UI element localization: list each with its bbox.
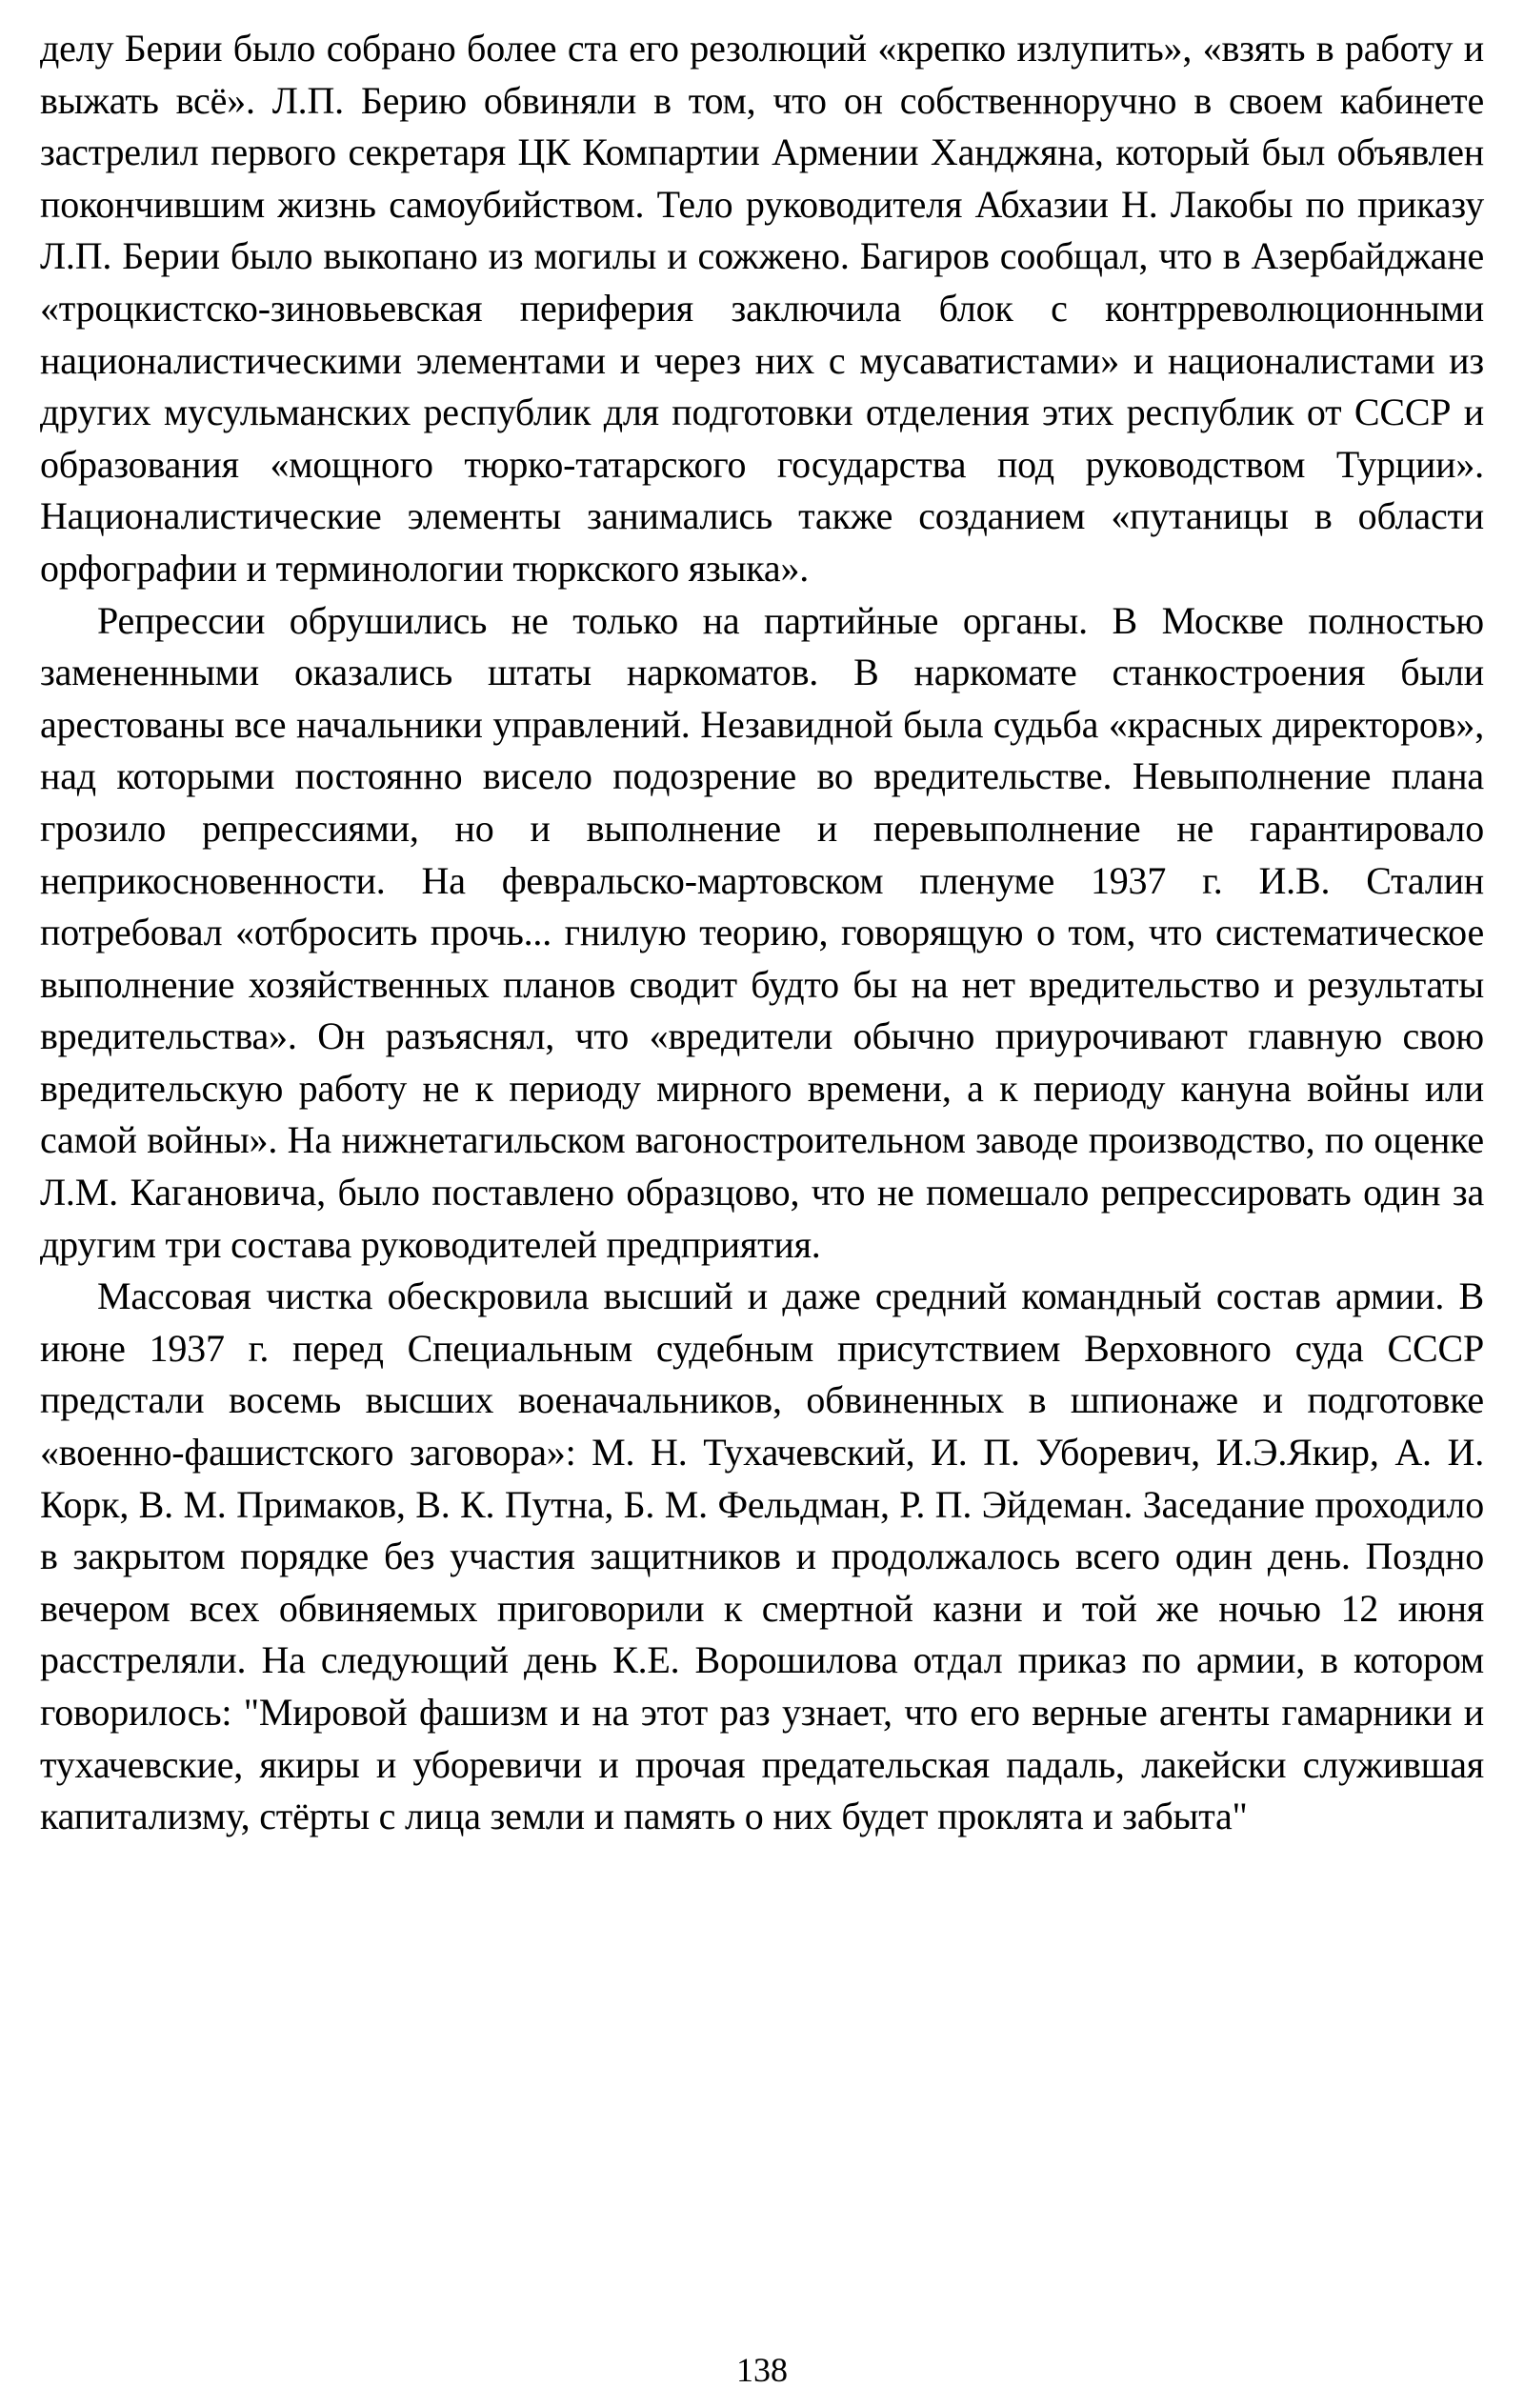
paragraph-2: Репрессии обрушились не только на партийные органы. В Москве полностью замененными оказались штаты наркоматов. В наркомате станкостроения были арестованы все начальники управлений. Незавидной была судьба «красных директоров», над которыми постоянно висело подозрение во вредительстве. Невыполнение плана грозило репрессиями, но и выполнение и перевыполнение не гарантировало неприкосновенности. На февральско-мартовском пленуме 1937 г. И.В. Сталин потребовал «отбросить прочь... гнилую теорию, говорящую о том, что систематическое выполнение хозяйственных планов сводит будто бы на нет вредительство и результаты вредительства». Он разъяснял, что «вредители обычно приурочивают главную свою вредительскую работу не к периоду мирного времени, а к периоду кануна войны или самой войны». На нижнетагильском вагоностроительном заводе производство, по оценке Л.М. Кагановича, было поставлено образцово, что не помешало репрессировать один за другим три состава руководителей предприятия. (40, 598, 1484, 1266)
paragraph-3: Массовая чистка обескровила высший и даже средний командный состав армии. В июне 1937 г. перед Специальным судебным присутствием Верховного суда СССР предстали восемь высших военачальников, обвиненных в шпионаже и подготовке «военно-фашистского заговора»: М. Н. Тухачевский, И. П. Уборевич, И.Э.Якир, А. И. Корк, В. М. Примаков, В. К. Путна, Б. М. Фельдман, Р. П. Эйдеман. Заседание проходило в закрытом порядке без участия защитников и продолжалось всего один день. Поздно вечером всех обвиняемых приговорили к смертной казни и той же ночью 12 июня расстреляли. На следующий день К.Е. Ворошилова отдал приказ по армии, в котором говорилось: "Мировой фашизм и на этот раз узнает, что его верные агенты гамарники и тухачевские, якиры и уборевичи и прочая предательская падаль, лакейски служившая капитализму, стёрты с лица земли и память о них будет проклята и забыта" (40, 1274, 1484, 1838)
paragraph-1: делу Берии было собрано более ста его резолюций «крепко излупить», «взять в работу и выжать всё». Л.П. Берию обвиняли в том, что он собственноручно в своем кабинете застрелил первого секретаря ЦК Компартии Армении Ханджяна, который был объявлен покончившим жизнь самоубийством. Тело руководителя Абхазии Н. Лакобы по приказу Л.П. Берии было выкопано из могилы и сожжено. Багиров сообщал, что в Азербайджане «троцкистско-зиновьевская периферия заключила блок с контрреволюционными националистическими элементами и через них с мусаватистами» и националистами из других мусульманских республик для подготовки отделения этих республик от СССР и образования «мощного тюрко-татарского государства под руководством Турции». Националистические элементы занимались также созданием «путаницы в области орфографии и терминологии тюркского языка». (40, 27, 1484, 590)
page-number: 138 (736, 2351, 788, 2389)
